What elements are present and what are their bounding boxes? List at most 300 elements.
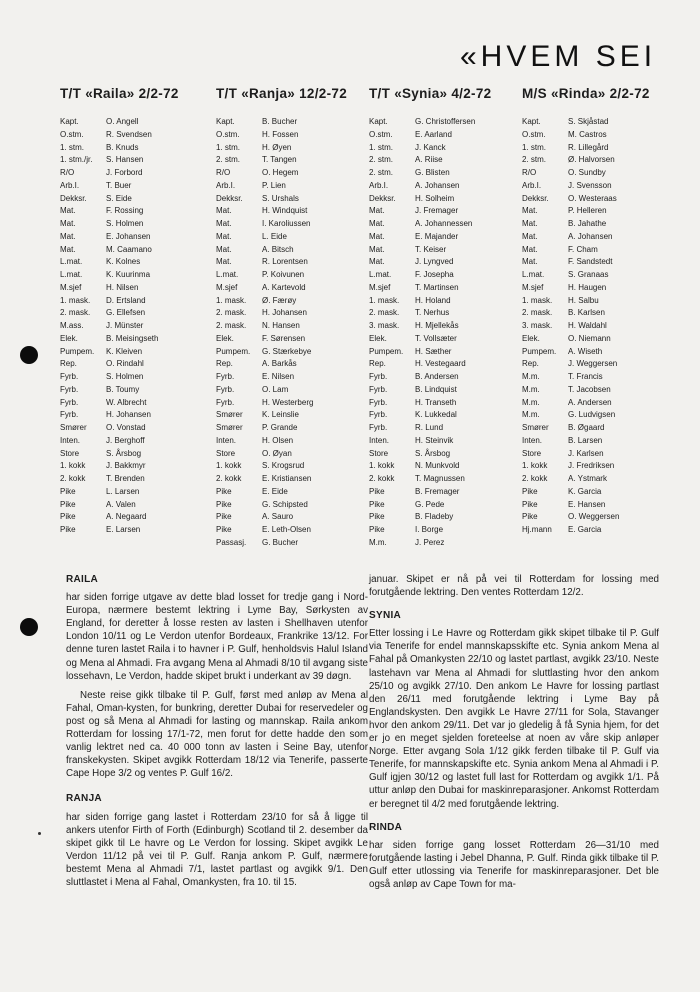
crew-role: Dekksr. xyxy=(60,193,87,203)
ship-raila xyxy=(60,86,210,537)
crew-name: R. Lund xyxy=(415,423,444,432)
crew-row xyxy=(216,448,366,461)
crew-row xyxy=(369,358,519,371)
crew-row xyxy=(369,460,519,473)
crew-row xyxy=(60,116,210,129)
crew-role: 2. kokk xyxy=(369,474,395,483)
crew-role: O.stm. xyxy=(369,129,393,139)
crew-name: A. Johansen xyxy=(415,180,460,190)
crew-row xyxy=(216,307,366,320)
crew-row xyxy=(60,371,210,384)
crew-name: B. Toumy xyxy=(106,384,140,394)
crew-role: Inten. xyxy=(369,435,390,445)
crew-role: Fyrb. xyxy=(60,410,79,420)
crew-role: Elek. xyxy=(216,333,234,343)
crew-row xyxy=(216,231,366,244)
crew-row xyxy=(216,371,366,384)
crew-role: Smører xyxy=(522,423,549,432)
crew-name: H. Steinvik xyxy=(415,435,454,445)
crew-name: E. Garcia xyxy=(568,525,602,534)
crew-name: B. Øgaard xyxy=(568,423,605,432)
raila-paragraph-2: Neste reise gikk tilbake til P. Gulf, først med anløp av Mena al Fahal, Oman-kysten, for bunkring, deretter Dubai for reservedeler og post og så Mena al Ahmadi for lasting og mannskap. Raila ankom Rotterdam for lossing 17/1-72, men forut for dette hadde den som vanlig lektret ned ca. 40 000 tonn av lasten i Seine Bay, utenfor franskekysten. Skipet avgikk Rotterdam 18/12 via Tenerife, passerte Cape Hope 3/2 og ventes P. Gulf 16/2. xyxy=(66,689,368,780)
crew-role: 1. stm./jr. xyxy=(60,155,93,165)
crew-name: T. Buer xyxy=(106,180,132,190)
crew-role: L.mat. xyxy=(60,257,83,267)
crew-role: Mat. xyxy=(216,244,232,254)
crew-role: 2. stm. xyxy=(369,168,394,177)
crew-role: Mat. xyxy=(369,257,385,267)
crew-role: Pike xyxy=(522,512,538,522)
crew-name: B. Knuds xyxy=(106,142,139,152)
crew-role: Elek. xyxy=(60,333,78,343)
crew-row xyxy=(522,116,672,129)
crew-row xyxy=(369,346,519,359)
crew-role: Elek. xyxy=(369,333,387,343)
crew-row xyxy=(522,295,672,308)
crew-row xyxy=(216,397,366,410)
crew-row xyxy=(369,448,519,461)
crew-role: 2. kokk xyxy=(216,474,242,483)
right-column xyxy=(369,573,659,897)
crew-name: K. Kolnes xyxy=(106,257,141,267)
crew-row xyxy=(60,346,210,359)
crew-name: H. Solheim xyxy=(415,193,455,203)
crew-name: J. Münster xyxy=(106,321,144,330)
crew-row xyxy=(522,218,672,231)
crew-name: L. Larsen xyxy=(106,486,140,496)
crew-name: K. Garcia xyxy=(568,486,602,496)
crew-row xyxy=(216,511,366,524)
crew-row xyxy=(369,129,519,142)
crew-name: H. Olsen xyxy=(262,435,294,445)
crew-role: 2. kokk xyxy=(522,474,548,483)
crew-row xyxy=(522,180,672,193)
crew-name: O. Vonstad xyxy=(106,423,146,432)
crew-row xyxy=(369,116,519,129)
crew-name: M. Caamano xyxy=(106,244,152,254)
crew-role: Dekksr. xyxy=(522,193,549,203)
crew-role: Arb.I. xyxy=(216,180,236,190)
crew-name: G. Stærkebye xyxy=(262,346,312,356)
crew-row xyxy=(369,142,519,155)
crew-role: Pumpem. xyxy=(60,346,95,356)
crew-role: 1. stm. xyxy=(216,142,241,152)
crew-role: Mat. xyxy=(369,219,385,228)
crew-name: P. Koivunen xyxy=(262,270,305,279)
crew-role: 3. mask. xyxy=(369,321,400,330)
crew-row xyxy=(216,524,366,537)
crew-row xyxy=(60,154,210,167)
crew-row xyxy=(216,193,366,206)
crew-name: H. Johansen xyxy=(262,308,307,318)
crew-role: Pike xyxy=(369,525,385,534)
crew-name: J. Bakkmyr xyxy=(106,461,146,471)
crew-role: Mat. xyxy=(216,206,232,216)
crew-role: L.mat. xyxy=(216,270,239,279)
crew-role: Pike xyxy=(522,499,538,509)
crew-name: B. Jahathe xyxy=(568,219,607,228)
crew-name: G. Bucher xyxy=(262,537,299,547)
crew-row xyxy=(60,384,210,397)
crew-role: Fyrb. xyxy=(60,372,79,381)
crew-row xyxy=(60,129,210,142)
crew-name: R. Svendsen xyxy=(106,129,152,139)
crew-role: 2. mask. xyxy=(216,308,247,318)
crew-row xyxy=(216,167,366,180)
crew-role: Fyrb. xyxy=(60,384,79,394)
crew-name: T. Jacobsen xyxy=(568,384,611,394)
crew-row xyxy=(522,524,672,537)
crew-role: M.sjef xyxy=(522,282,544,292)
crew-row xyxy=(216,537,366,550)
crew-role: 1. kokk xyxy=(60,461,86,471)
crew-role: Store xyxy=(216,448,236,458)
crew-name: H. Westerberg xyxy=(262,397,314,407)
crew-name: H. Sæther xyxy=(415,346,452,356)
crew-row xyxy=(60,460,210,473)
crew-name: O. Øyan xyxy=(262,448,292,458)
crew-name: E. Leth-Olsen xyxy=(262,525,311,534)
crew-name: L. Eide xyxy=(262,231,287,241)
crew-name: H. Windquist xyxy=(262,206,308,216)
ranja-continuation: januar. Skipet er nå på vei til Rotterdam for lossing med forutgående lektring. Den ventes Rotterdam 12/2. xyxy=(369,574,659,599)
crew-name: S. Holmen xyxy=(106,372,144,381)
margin-dot xyxy=(38,832,41,835)
crew-role: Pike xyxy=(60,499,76,509)
crew-name: B. Meisingseth xyxy=(106,333,159,343)
crew-name: S. Årsbog xyxy=(415,448,451,458)
crew-role: Fyrb. xyxy=(60,397,79,407)
crew-name: G. Ludvigsen xyxy=(568,410,616,420)
crew-name: A. Bitsch xyxy=(262,244,294,254)
crew-row xyxy=(60,397,210,410)
crew-role: Arb.I. xyxy=(369,180,389,190)
crew-name: N. Hansen xyxy=(262,321,300,330)
crew-row xyxy=(522,333,672,346)
ship-rinda xyxy=(522,86,672,537)
crew-name: F. Josepha xyxy=(415,270,454,279)
crew-role: Store xyxy=(522,448,542,458)
crew-name: T. Magnussen xyxy=(415,474,465,483)
crew-role: L.mat. xyxy=(60,270,83,279)
crew-row xyxy=(369,205,519,218)
crew-role: O.stm. xyxy=(216,129,240,139)
crew-name: H. Transeth xyxy=(415,397,457,407)
ship-title: T/T «Synia» 4/2-72 xyxy=(369,86,492,101)
crew-role: L.mat. xyxy=(369,270,392,279)
crew-row xyxy=(60,448,210,461)
crew-role: Rep. xyxy=(216,359,233,369)
crew-name: B. Karlsen xyxy=(568,308,605,318)
crew-role: Store xyxy=(60,448,80,458)
crew-role: Pumpem. xyxy=(369,346,404,356)
crew-row xyxy=(369,180,519,193)
crew-row xyxy=(369,231,519,244)
crew-row xyxy=(522,320,672,333)
crew-row xyxy=(60,320,210,333)
crew-name: H. Salbu xyxy=(568,295,599,305)
crew-row xyxy=(522,193,672,206)
crew-role: L.mat. xyxy=(522,270,545,279)
crew-row xyxy=(60,499,210,512)
crew-row xyxy=(60,256,210,269)
crew-role: Mat. xyxy=(60,231,76,241)
section-heading-ranja: RANJA xyxy=(66,793,102,805)
crew-name: T. Tangen xyxy=(262,155,297,165)
crew-role: Mat. xyxy=(216,257,232,267)
crew-name: K. Leinslie xyxy=(262,410,299,420)
crew-row xyxy=(522,154,672,167)
crew-name: T. Brenden xyxy=(106,474,145,483)
crew-name: H. Fossen xyxy=(262,129,299,139)
crew-row xyxy=(522,129,672,142)
crew-name: A. Johansen xyxy=(568,231,613,241)
crew-row xyxy=(216,333,366,346)
crew-row xyxy=(60,524,210,537)
crew-role: Fyrb. xyxy=(216,384,235,394)
crew-role: Mat. xyxy=(522,244,538,254)
crew-name: B. Andersen xyxy=(415,372,459,381)
crew-role: 1. mask. xyxy=(60,295,91,305)
crew-lists xyxy=(60,86,680,556)
crew-name: A. Sauro xyxy=(262,512,294,522)
ship-title: T/T «Raila» 2/2-72 xyxy=(60,86,179,101)
crew-row xyxy=(369,486,519,499)
crew-role: R/O xyxy=(522,168,537,177)
crew-role: 1. kokk xyxy=(216,461,242,471)
crew-name: N. Munkvold xyxy=(415,461,460,471)
rinda-paragraph-1: har siden forrige gang losset Rotterdam 26—31/10 med forutgående lasting i Jebel Dhanna, P. Gulf. Rinda gikk tilbake til P. Gulf etter utlossing via Tenerife for maskinreparasjoner. Det ble også anløp av Cape Town for ma- xyxy=(369,839,659,890)
crew-role: Store xyxy=(369,448,389,458)
crew-name: E. Larsen xyxy=(106,525,141,534)
crew-name: H. Mjellekås xyxy=(415,321,459,330)
crew-row xyxy=(522,435,672,448)
crew-row xyxy=(216,256,366,269)
ship-title: T/T «Ranja» 12/2-72 xyxy=(216,86,348,101)
crew-role: Pike xyxy=(60,486,76,496)
crew-role: 2. mask. xyxy=(60,308,91,318)
crew-row xyxy=(60,358,210,371)
crew-name: S. Holmen xyxy=(106,219,144,228)
crew-role: Inten. xyxy=(60,435,81,445)
crew-row xyxy=(216,218,366,231)
crew-name: J. Perez xyxy=(415,537,445,547)
crew-row xyxy=(522,244,672,257)
crew-role: 3. mask. xyxy=(522,321,553,330)
crew-row xyxy=(369,473,519,486)
crew-row xyxy=(369,435,519,448)
crew-row xyxy=(522,460,672,473)
crew-name: D. Ertsland xyxy=(106,295,146,305)
crew-row xyxy=(369,154,519,167)
crew-name: B. Fladeby xyxy=(415,512,454,522)
crew-rows xyxy=(216,116,366,550)
crew-name: T. Nerhus xyxy=(415,308,450,318)
crew-role: Pike xyxy=(369,512,385,522)
binder-hole-top xyxy=(20,346,38,364)
crew-name: J. Fremager xyxy=(415,206,459,216)
crew-row xyxy=(216,486,366,499)
crew-role: Smører xyxy=(216,410,243,420)
crew-name: K. Lukkedal xyxy=(415,410,457,420)
crew-name: H. Waldahl xyxy=(568,321,607,330)
crew-row xyxy=(369,371,519,384)
crew-role: Smører xyxy=(60,423,87,432)
crew-name: A. Andersen xyxy=(568,397,612,407)
crew-name: G. Ellefsen xyxy=(106,308,146,318)
crew-role: 1. stm. xyxy=(522,142,547,152)
crew-role: Dekksr. xyxy=(369,193,396,203)
crew-row xyxy=(216,116,366,129)
crew-name: J. Kanck xyxy=(415,142,446,152)
crew-row xyxy=(522,371,672,384)
crew-role: Elek. xyxy=(522,333,540,343)
crew-role: Rep. xyxy=(369,359,386,369)
crew-role: Mat. xyxy=(522,231,538,241)
binder-hole-bottom xyxy=(20,618,38,636)
crew-role: Pike xyxy=(216,486,232,496)
crew-role: Hj.mann xyxy=(522,525,552,534)
crew-role: M.sjef xyxy=(216,282,238,292)
crew-name: S. Eide xyxy=(106,193,132,203)
crew-row xyxy=(369,384,519,397)
crew-row xyxy=(60,167,210,180)
crew-name: S. Urshals xyxy=(262,193,299,203)
crew-role: Mat. xyxy=(216,231,232,241)
crew-name: G. Christoffersen xyxy=(415,117,476,126)
crew-name: H. Øyen xyxy=(262,142,292,152)
crew-name: G. Schipsted xyxy=(262,499,308,509)
crew-role: M.m. xyxy=(522,372,540,381)
crew-name: E. Aarland xyxy=(415,129,452,139)
ship-synia xyxy=(369,86,519,550)
crew-role: Inten. xyxy=(522,435,543,445)
crew-name: O. Sundby xyxy=(568,168,606,177)
ship-title: M/S «Rinda» 2/2-72 xyxy=(522,86,650,101)
crew-row xyxy=(60,269,210,282)
crew-name: B. Fremager xyxy=(415,486,460,496)
crew-role: Pike xyxy=(522,486,538,496)
ship-ranja xyxy=(216,86,366,550)
crew-role: 1. mask. xyxy=(369,295,400,305)
crew-row xyxy=(60,244,210,257)
crew-role: Mat. xyxy=(60,244,76,254)
crew-row xyxy=(60,435,210,448)
crew-row xyxy=(369,333,519,346)
crew-role: Fyrb. xyxy=(369,372,388,381)
crew-row xyxy=(216,142,366,155)
crew-role: Kapt. xyxy=(60,117,79,126)
crew-name: O. Lam xyxy=(262,384,289,394)
crew-name: P. Helleren xyxy=(568,206,607,216)
crew-row xyxy=(60,193,210,206)
section-heading-raila: RAILA xyxy=(66,574,99,585)
crew-role: Pike xyxy=(60,512,76,522)
crew-name: Ø. Færøy xyxy=(262,295,297,305)
crew-name: J. Weggersen xyxy=(568,359,618,369)
section-heading-synia: SYNIA xyxy=(369,610,402,622)
crew-row xyxy=(522,256,672,269)
crew-name: S. Granaas xyxy=(568,270,609,279)
crew-name: E. Nilsen xyxy=(262,372,295,381)
crew-name: J. Svensson xyxy=(568,180,612,190)
crew-role: 1. kokk xyxy=(522,461,548,471)
crew-role: Inten. xyxy=(216,435,237,445)
crew-role: 1. mask. xyxy=(216,295,247,305)
crew-role: Pike xyxy=(369,486,385,496)
crew-row xyxy=(60,511,210,524)
crew-row xyxy=(369,167,519,180)
crew-name: H. Holand xyxy=(415,295,451,305)
crew-row xyxy=(216,460,366,473)
crew-row xyxy=(216,435,366,448)
crew-name: R. Lorentsen xyxy=(262,257,308,267)
crew-name: J. Berghoff xyxy=(106,435,145,445)
crew-name: S. Skjåstad xyxy=(568,117,609,126)
crew-rows xyxy=(522,116,672,537)
crew-name: O. Angell xyxy=(106,117,139,126)
crew-row xyxy=(369,537,519,550)
crew-role: Fyrb. xyxy=(369,397,388,407)
crew-name: S. Krogsrud xyxy=(262,461,305,471)
crew-role: M.m. xyxy=(369,537,387,547)
crew-role: 2. stm. xyxy=(216,155,241,165)
crew-role: Kapt. xyxy=(522,117,541,126)
crew-row xyxy=(60,218,210,231)
crew-name: J. Forbord xyxy=(106,168,143,177)
crew-row xyxy=(369,295,519,308)
crew-name: O. Rindahl xyxy=(106,359,144,369)
crew-row xyxy=(216,205,366,218)
crew-name: B. Larsen xyxy=(568,435,603,445)
crew-row xyxy=(216,244,366,257)
crew-role: Mat. xyxy=(60,219,76,228)
crew-role: Kapt. xyxy=(216,117,235,126)
left-column xyxy=(66,573,368,895)
crew-row xyxy=(369,307,519,320)
crew-row xyxy=(369,320,519,333)
crew-role: Mat. xyxy=(522,257,538,267)
crew-role: Arb.I. xyxy=(60,180,80,190)
crew-name: T. Martinsen xyxy=(415,282,459,292)
crew-rows xyxy=(369,116,519,550)
crew-role: Rep. xyxy=(60,359,77,369)
crew-role: Dekksr. xyxy=(216,193,243,203)
headline: «HVEM SEI xyxy=(460,40,657,73)
synia-paragraph-1: Etter lossing i Le Havre og Rotterdam gikk skipet tilbake til P. Gulf via Tenerife for endel mannskapsskifte etc. Synia ankom Mena al Fahal på Omankysten 22/10 og lastet partlast, avgikk 23/10. Neste lastehavn var Mena al Ahmadi for sluttlasting hvor den ankom 25/10 og avgikk 27/10. Den ankom Le Havre for lossing partlast den 26/11 med forutgående lektring i Lyme Bay på Englandskysten. Den avgikk Le Havre 27/11 for Sola, Stavanger hvor den ankom 29/11. Det var jo gledelig å få Synia hjem, for det er jo en meget sjelden foreteelse at noen av våre skip anløper Norge. Etter avgang Sola 1/12 gikk ferden tilbake til P. Gulf via Tenerife, for mannskapskifte etc. Synia ankom Mena al Ahmadi i P. Gulf igjen 30/12 og lastet full last for Rotterdam og avgikk 1/1. På uttur anløp den Dubai for maskinreparasjoner. Ankomst Rotterdam er beregnet til 4/2 med forutgående lektring. xyxy=(369,628,659,810)
crew-name: P. Lien xyxy=(262,180,286,190)
crew-role: R/O xyxy=(216,168,231,177)
crew-row xyxy=(60,142,210,155)
crew-role: Kapt. xyxy=(369,117,388,126)
crew-name: S. Hansen xyxy=(106,155,144,165)
crew-role: M.sjef xyxy=(60,282,82,292)
crew-rows xyxy=(60,116,210,537)
crew-role: 1. mask. xyxy=(522,295,553,305)
crew-name: A. Kartevold xyxy=(262,282,306,292)
crew-name: I. Borge xyxy=(415,525,444,534)
crew-row xyxy=(522,307,672,320)
crew-row xyxy=(369,524,519,537)
section-heading-rinda: RINDA xyxy=(369,821,403,833)
crew-name: E. Kristiansen xyxy=(262,474,312,483)
crew-row xyxy=(522,142,672,155)
crew-row xyxy=(522,486,672,499)
crew-role: Fyrb. xyxy=(369,410,388,420)
crew-role: M.m. xyxy=(522,410,540,420)
crew-row xyxy=(216,295,366,308)
crew-name: A. Wiseth xyxy=(568,346,603,356)
